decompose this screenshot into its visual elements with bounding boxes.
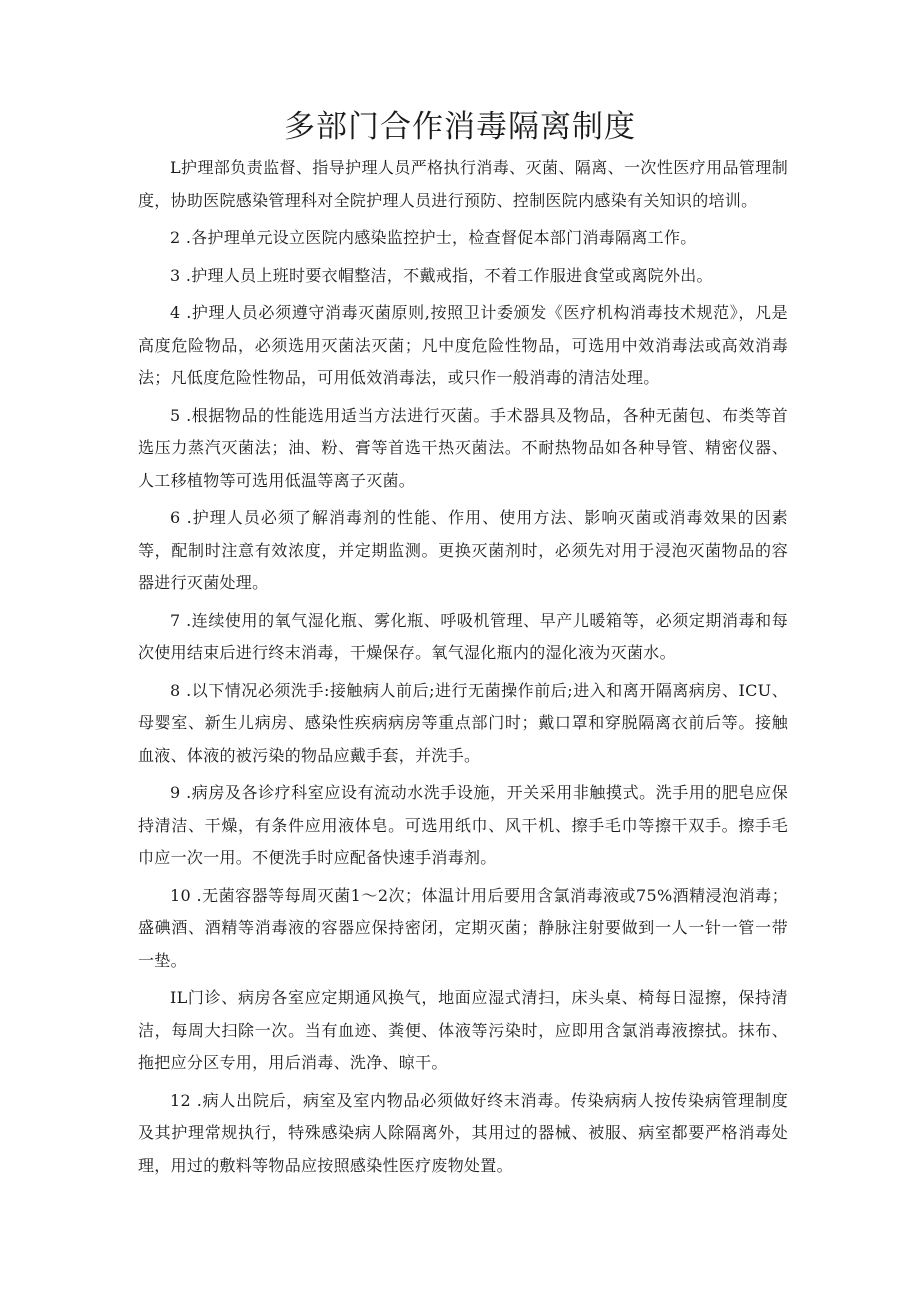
paragraph-5: 5 .根据物品的性能选用适当方法进行灭菌。手术器具及物品，各种无菌包、布类等首选压力蒸汽灭菌法；油、粉、膏等首选干热灭菌法。不耐热物品如各种导管、精密仪器、人工移植物等可选用低温等离子灭菌。: [138, 405, 788, 490]
paragraph-1: L护理部负责监督、指导护理人员严格执行消毒、灭菌、隔离、一次性医疗用品管理制度，协助医院感染管理科对全院护理人员进行预防、控制医院内感染有关知识的培训。: [138, 158, 788, 210]
document-body: [138, 152, 788, 1187]
paragraph-9: 9 .病房及各诊疗科室应设有流动水洗手设施，开关采用非触摸式。洗手用的肥皂应保持清洁、干燥，有条件应用液体皂。可选用纸巾、风干机、擦手毛巾等擦干双手。擦手毛巾应一次一用。不便洗手时应配备快速手消毒剂。: [138, 783, 788, 867]
document-title: 多部门合作消毒隔离制度: [284, 109, 636, 145]
paragraph-10: 10 .无菌容器等每周灭菌1～2次；体温计用后要用含氯消毒液或75%酒精浸泡消毒；盛碘酒、酒精等消毒液的容器应保持密闭，定期灭菌；静脉注射要做到一人一针一管一带一垫。: [138, 885, 788, 970]
paragraph-11: IL门诊、病房各室应定期通风换气，地面应湿式清扫，床头桌、椅每日湿擦，保持清洁，每周大扫除一次。当有血迹、粪便、体液等污染时，应即用含氯消毒液擦拭。抹布、拖把应分区专用，用后消毒、洗净、晾干。: [138, 988, 788, 1072]
paragraph-2: 2 .各护理单元设立医院内感染监控护士，检查督促本部门消毒隔离工作。: [170, 228, 697, 247]
paragraph-6: 6 .护理人员必须了解消毒剂的性能、作用、使用方法、影响灭菌或消毒效果的因素等，配制时注意有效浓度，并定期监测。更换灭菌剂时，必须先对用于浸泡灭菌物品的容器进行灭菌处理。: [138, 508, 788, 592]
paragraph-3: 3 .护理人员上班时要衣帽整洁，不戴戒指，不着工作服进食堂或离院外出。: [170, 265, 713, 285]
paragraph-7: 7 .连续使用的氧气湿化瓶、雾化瓶、呼吸机管理、早产儿暖箱等，必须定期消毒和每次使用结束后进行终末消毒，干燥保存。氧气湿化瓶内的湿化液为灭菌水。: [138, 610, 788, 662]
paragraph-12: 12 .病人出院后，病室及室内物品必须做好终末消毒。传染病病人按传染病管理制度及其护理常规执行，特殊感染病人除隔离外，其用过的器械、被服、病室都要严格消毒处理，用过的敷料等物品应按照感染性医疗废物处置。: [138, 1090, 788, 1175]
paragraph-4: 4 .护理人员必须遵守消毒灭菌原则,按照卫计委颁发《医疗机构消毒技术规范》，凡是高度危险物品，必须选用灭菌法灭菌；凡中度危险性物品，可选用中效消毒法或高效消毒法；凡低度危险性物品，可用低效消毒法，或只作一般消毒的清洁处理。: [138, 303, 788, 387]
paragraph-8: 8 .以下情况必须洗手:接触病人前后;进行无菌操作前后;进入和离开隔离病房、ICU、母婴室、新生儿病房、感染性疾病病房等重点部门时；戴口罩和穿脱隔离衣前后等。接触血液、体液的被污染的物品应戴手套，并洗手。: [138, 680, 788, 765]
